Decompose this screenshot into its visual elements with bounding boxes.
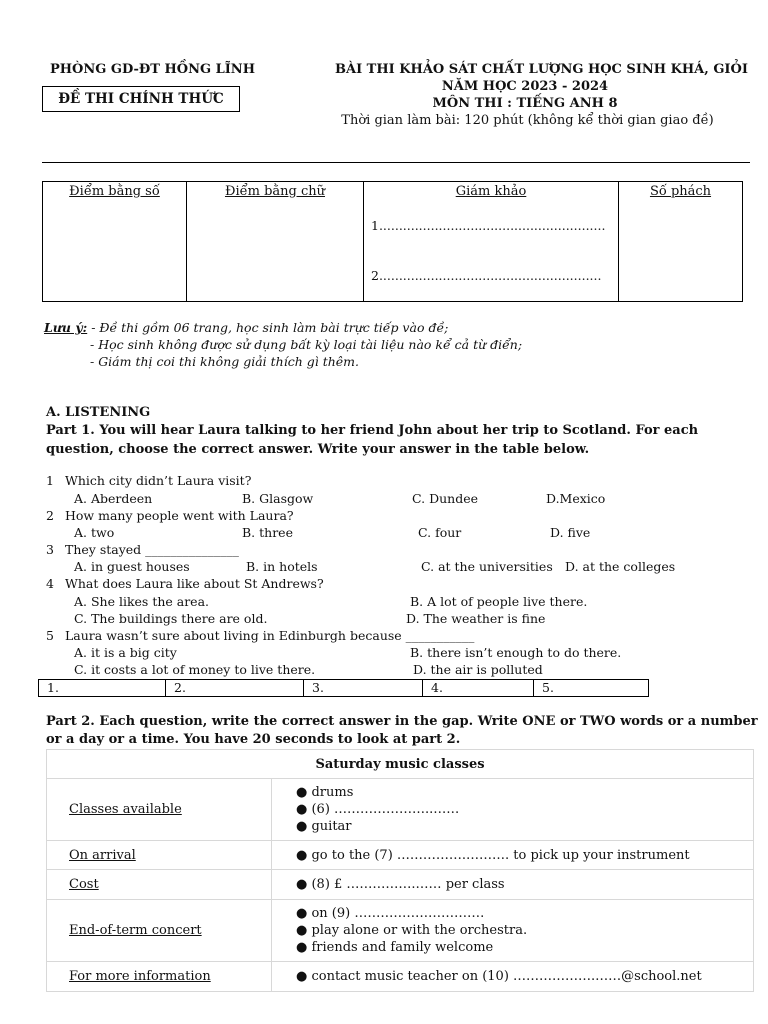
- option-c[interactable]: C. The buildings there are old.: [74, 611, 268, 626]
- examiner-2: 2........................................................: [371, 268, 602, 283]
- option-b[interactable]: B. three: [242, 525, 293, 540]
- notes: [44, 320, 448, 335]
- option-a[interactable]: A. two: [74, 525, 115, 540]
- score-number-cell[interactable]: [43, 182, 187, 302]
- gap-6[interactable]: ● (6) …………………..……: [296, 802, 460, 817]
- subject: MÔN THI : TIẾNG ANH 8: [432, 96, 618, 111]
- serial-number-header: Số phách: [649, 184, 712, 199]
- answer-cell-4[interactable]: 4.: [423, 680, 534, 697]
- classes-values: [272, 779, 754, 841]
- part2-instruction-line2: or a day or a time. You have 20 seconds to look at part 2.: [46, 732, 461, 747]
- gap-8[interactable]: ● (8) £ …………….…… per class: [272, 870, 754, 900]
- option-c[interactable]: C. at the universities: [421, 559, 553, 574]
- gap-10[interactable]: ● contact music teacher on (10) ……………….……@school.net: [272, 962, 754, 992]
- option-c[interactable]: C. four: [418, 525, 462, 540]
- question-text: Which city didn’t Laura visit?: [65, 473, 252, 488]
- question-number: 5: [46, 628, 54, 643]
- examiner-header: Giám khảo: [455, 184, 527, 199]
- option-a[interactable]: A. in guest houses: [74, 559, 190, 574]
- exam-title: BÀI THI KHẢO SÁT CHẤT LƯỢNG HỌC SINH KHÁ, GIỎI: [335, 62, 748, 77]
- class-item: ● drums: [296, 785, 354, 800]
- question-number: 2: [46, 508, 54, 523]
- note-line-3: - Giám thị coi thi không giải thích gì thêm.: [90, 354, 360, 369]
- arrival-label: On arrival: [47, 841, 272, 870]
- option-b[interactable]: B. there isn’t enough to do there.: [410, 645, 622, 660]
- question-text: They stayed _______________: [65, 542, 239, 557]
- score-words-cell[interactable]: [187, 182, 364, 302]
- option-b[interactable]: B. in hotels: [246, 559, 318, 574]
- music-table-title: Saturday music classes: [47, 750, 754, 779]
- cost-label: Cost: [47, 870, 272, 900]
- answer-table: [38, 679, 649, 697]
- info-label: For more information: [47, 962, 272, 992]
- question-number: 1: [46, 473, 54, 488]
- notes-label: Lưu ý:: [44, 320, 88, 335]
- option-b[interactable]: B. A lot of people live there.: [410, 594, 588, 609]
- score-number-header: Điểm bằng số: [69, 184, 160, 199]
- duration: Thời gian làm bài: 120 phút (không kể thời gian giao đề): [341, 113, 714, 128]
- option-c[interactable]: C. it costs a lot of money to live there.: [74, 662, 316, 677]
- gap-9[interactable]: ● on (9) …………………………: [296, 906, 485, 921]
- question-text: Laura wasn’t sure about living in Edinburgh because ___________: [65, 628, 475, 643]
- option-c[interactable]: C. Dundee: [412, 491, 478, 506]
- option-a[interactable]: A. She likes the area.: [74, 594, 210, 609]
- concert-item: ● play alone or with the orchestra.: [296, 923, 528, 938]
- option-d[interactable]: D. The weather is fine: [406, 611, 546, 626]
- concert-label: End-of-term concert: [47, 900, 272, 962]
- part1-instruction-line1: Part 1. You will hear Laura talking to her friend John about her trip to Scotland. For each: [46, 423, 699, 438]
- note-line-2: - Học sinh không được sử dụng bất kỳ loại tài liệu nào kể cả từ điển;: [90, 337, 523, 352]
- music-classes-table: [46, 749, 754, 992]
- school-year: NĂM HỌC 2023 - 2024: [441, 79, 609, 94]
- score-words-header: Điểm bằng chữ: [224, 184, 326, 199]
- official-exam-label: ĐỀ THI CHÍNH THỨC: [42, 86, 240, 112]
- answer-cell-2[interactable]: 2.: [166, 680, 304, 697]
- note-line-1: - Đề thi gồm 06 trang, học sinh làm bài trực tiếp vào đề;: [91, 320, 449, 335]
- office-name: PHÒNG GD-ĐT HỒNG LĨNH: [50, 62, 255, 77]
- option-a[interactable]: A. it is a big city: [74, 645, 177, 660]
- option-d[interactable]: D. five: [550, 525, 591, 540]
- option-a[interactable]: A. Aberdeen: [74, 491, 153, 506]
- option-d[interactable]: D. the air is polluted: [413, 662, 543, 677]
- classes-label: Classes available: [47, 779, 272, 841]
- question-number: 4: [46, 576, 54, 591]
- gap-7[interactable]: ● go to the (7) …………….………. to pick up your instrument: [272, 841, 754, 870]
- answer-cell-3[interactable]: 3.: [304, 680, 423, 697]
- part2-instruction-line1: Part 2. Each question, write the correct answer in the gap. Write ONE or TWO words or a number: [46, 714, 758, 729]
- part1-instruction-line2: question, choose the correct answer. Write your answer in the table below.: [46, 442, 590, 457]
- examiner-1: 1.........................................................: [371, 218, 606, 233]
- score-table: [42, 181, 743, 302]
- question-text: What does Laura like about St Andrews?: [65, 576, 324, 591]
- question-number: 3: [46, 542, 54, 557]
- answer-cell-1[interactable]: 1.: [39, 680, 166, 697]
- answer-cell-5[interactable]: 5.: [534, 680, 649, 697]
- header-divider: [42, 162, 750, 163]
- serial-number-cell[interactable]: [619, 182, 743, 302]
- concert-item: ● friends and family welcome: [296, 940, 494, 955]
- class-item: ● guitar: [296, 819, 352, 834]
- option-d[interactable]: D. at the colleges: [565, 559, 676, 574]
- section-a-title: A. LISTENING: [46, 405, 151, 420]
- option-b[interactable]: B. Glasgow: [242, 491, 314, 506]
- option-d[interactable]: D.Mexico: [546, 491, 606, 506]
- examiner-cell[interactable]: [364, 182, 619, 302]
- question-text: How many people went with Laura?: [65, 508, 294, 523]
- concert-values: [272, 900, 754, 962]
